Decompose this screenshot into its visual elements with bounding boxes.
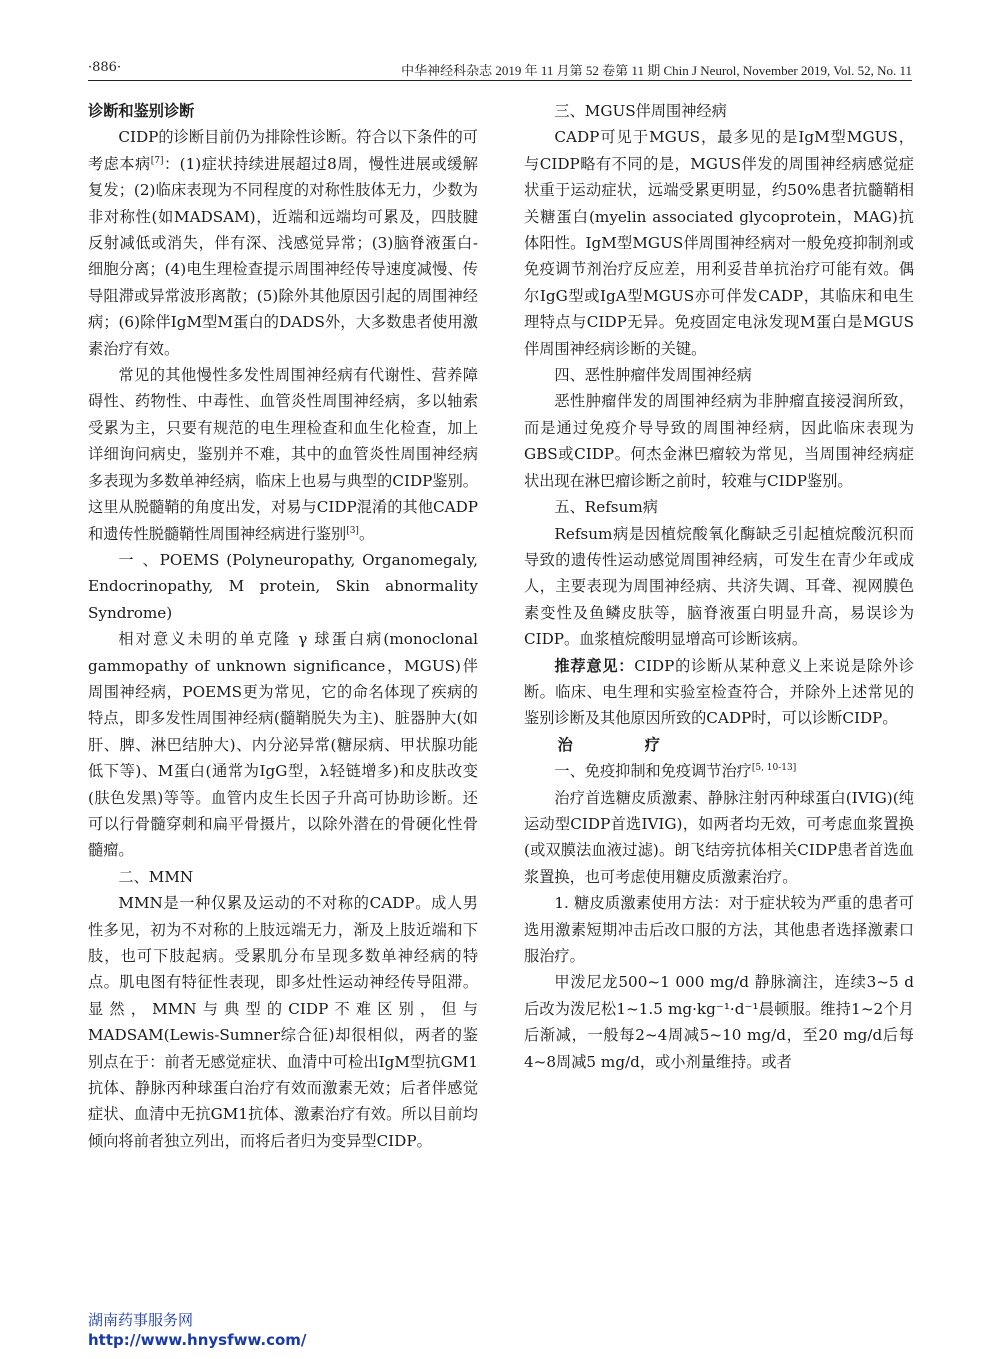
paragraph-immunotherapy: 治疗首选糖皮质激素、静脉注射丙种球蛋白(IVIG)(纯运动型CIDP首选IVIG)，如两者均无效，可考虑血浆置换(或双膜法血液过滤)。朗飞结旁抗体相关CIDP患者首选血浆置换，也可考虑使用糖皮质激素治疗。 <box>524 788 914 886</box>
section-title-treatment: 治 疗 <box>557 735 694 754</box>
paragraph-diagnostic-criteria: CIDP的诊断目前仍为排除性诊断。符合以下条件的可考虑本病[7]：(1)症状持续进展超过8周，慢性进展或缓解复发；(2)临床表现为不同程度的对称性肢体无力，少数为非对称性(如MADSAM)，近端和远端均可累及，四肢腱反射减低或消失，伴有深、浅感觉异常；(3)脑脊液蛋白-细胞分离；(4)电生理检查提示周围神经传导速度减慢、传导阻滞或异常波形离散；(5)除外其他原因引起的周围神经病；(6)除伴IgM型M蛋白的DADS外，大多数患者使用激素治疗有效。 <box>88 128 478 358</box>
citation-ref: [5, 10-13] <box>751 763 797 774</box>
paragraph-refsum: Refsum病是因植烷酸氧化酶缺乏引起植烷酸沉积而导致的遗传性运动感觉周围神经病，可发生在青少年或成人，主要表现为周围神经病、共济失调、耳聋、视网膜色素变性及鱼鳞皮肤等，脑脊液蛋白明显升高，易误诊为CIDP。血浆植烷酸明显增高可诊断该病。 <box>524 524 914 649</box>
subsection-heading-poems: 一 、POEMS (Polyneuropathy, Organomegaly, Endocrinopathy, M protein, Skin abnormality Syndrome) <box>88 550 478 622</box>
page-number: ·886· <box>88 60 122 75</box>
watermark-site-name: 湖南药事服务网 <box>88 1311 194 1329</box>
left-column <box>88 98 478 1154</box>
paragraph-mmn: MMN是一种仅累及运动的不对称的CADP。成人男性多见，初为不对称的上肢远端无力，渐及上肢近端和下肢，也可下肢起病。受累肌分布呈现多数单神经病的特点。肌电图有特征性表现，即多灶性运动神经传导阻滞。显然，MMN与典型的CIDP不难区别，但与MADSAM(Lewis-Sumner综合征)却很相似，两者的鉴别点在于：前者无感觉症状、血清中可检出IgM型抗GM1抗体、静脉丙种球蛋白治疗有效而激素无效；后者伴感觉症状、血清中无抗GM1抗体、激素治疗有效。所以目前均倾向将前者独立列出，而将后者归为变异型CIDP。 <box>88 894 478 1150</box>
paragraph-recommendation: 推荐意见：CIDP的诊断从某种意义上来说是除外诊断。临床、电生理和实验室检查符合，并除外上述常见的鉴别诊断及其他原因所致的CADP时，可以诊断CIDP。 <box>524 656 915 728</box>
subsection-heading-mmn: 二、MMN <box>118 867 194 886</box>
right-column <box>524 98 914 1075</box>
recommendation-label: 推荐意见： <box>554 656 635 675</box>
watermark-url[interactable]: http://www.hnysfww.com/ <box>88 1331 307 1349</box>
citation-ref: [7] <box>150 155 164 166</box>
paragraph-steroid-dosing: 甲泼尼龙500~1 000 mg/d 静脉滴注，连续3~5 d后改为泼尼松1~1.5 mg·kg⁻¹·d⁻¹晨顿服。维持1~2个月后渐减，一般每2~4周减5~10 mg/d，至20 mg/d后每4~8周减5 mg/d，或小剂量维持。或者 <box>524 973 914 1071</box>
section-title-diagnosis: 诊断和鉴别诊断 <box>88 102 195 120</box>
paragraph-steroid-method: 1. 糖皮质激素使用方法：对于症状较为严重的患者可选用激素短期冲击后改口服的方法，其他患者选择激素口服治疗。 <box>524 894 914 965</box>
running-header <box>88 58 912 81</box>
paragraph-poems: 相对意义未明的单克隆 γ 球蛋白病(monoclonal gammopathy of unknown significance，MGUS)伴周围神经病，POEMS更为常见，它的命名体现了疾病的特点，即多发性周围神经病(髓鞘脱失为主)、脏器肿大(如肝、脾、淋巴结肿大)、内分泌异常(糖尿病、甲状腺功能低下等)、M蛋白(通常为IgG型，λ轻链增多)和皮肤改变(肤色发黑)等等。血管内皮生长因子升高可协助诊断。还可以行骨髓穿刺和扁平骨摄片，以除外潜在的骨硬化性骨髓瘤。 <box>88 630 478 860</box>
paragraph-mgus: CADP可见于MGUS，最多见的是IgM型MGUS，与CIDP略有不同的是，MGUS伴发的周围神经病感觉症状重于运动症状，远端受累更明显，约50%患者抗髓鞘相关糖蛋白(myelin associated glycoprotein，MAG)抗体阳性。IgM型MGUS伴周围神经病对一般免疫抑制剂或免疫调节剂治疗反应差，用利妥昔单抗治疗可能有效。偶尔IgG型或IgA型MGUS亦可伴发CADP，其临床和电生理特点与CIDP无异。免疫固定电泳发现M蛋白是MGUS伴周围神经病诊断的关键。 <box>524 128 914 358</box>
journal-citation: 中华神经科杂志 2019 年 11 月第 52 卷第 11 期 Chin J Neurol, November 2019, Vol. 52, No. 11 <box>401 63 912 78</box>
watermark <box>88 1310 306 1350</box>
subsection-heading-immunotherapy: 一、免疫抑制和免疫调节治疗[5, 10-13] <box>554 762 797 781</box>
subsection-heading-refsum: 五、Refsum病 <box>554 498 658 517</box>
paragraph-differential: 常见的其他慢性多发性周围神经病有代谢性、营养障碍性、药物性、中毒性、血管炎性周围神经病，多以轴索受累为主，只要有规范的电生理检查和血生化检查，加上详细询问病史，鉴别并不难，其中的血管炎性周围神经病多表现为多数单神经病，临床上也易与典型的CIDP鉴别。这里从脱髓鞘的角度出发，对易与CIDP混淆的其他CADP和遗传性脱髓鞘性周围神经病进行鉴别[3]。 <box>88 366 478 543</box>
subsection-heading-mgus: 三、MGUS伴周围神经病 <box>554 102 727 120</box>
citation-ref: [3] <box>346 525 359 536</box>
subsection-heading-malignancy: 四、恶性肿瘤伴发周围神经病 <box>554 366 752 385</box>
paragraph-malignancy: 恶性肿瘤伴发的周围神经病为非肿瘤直接浸润所致，而是通过免疫介导导致的周围神经病，因此临床表现为GBS或CIDP。何杰金淋巴瘤较为常见，当周围神经病症状出现在淋巴瘤诊断之前时，较难与CIDP鉴别。 <box>524 392 914 490</box>
